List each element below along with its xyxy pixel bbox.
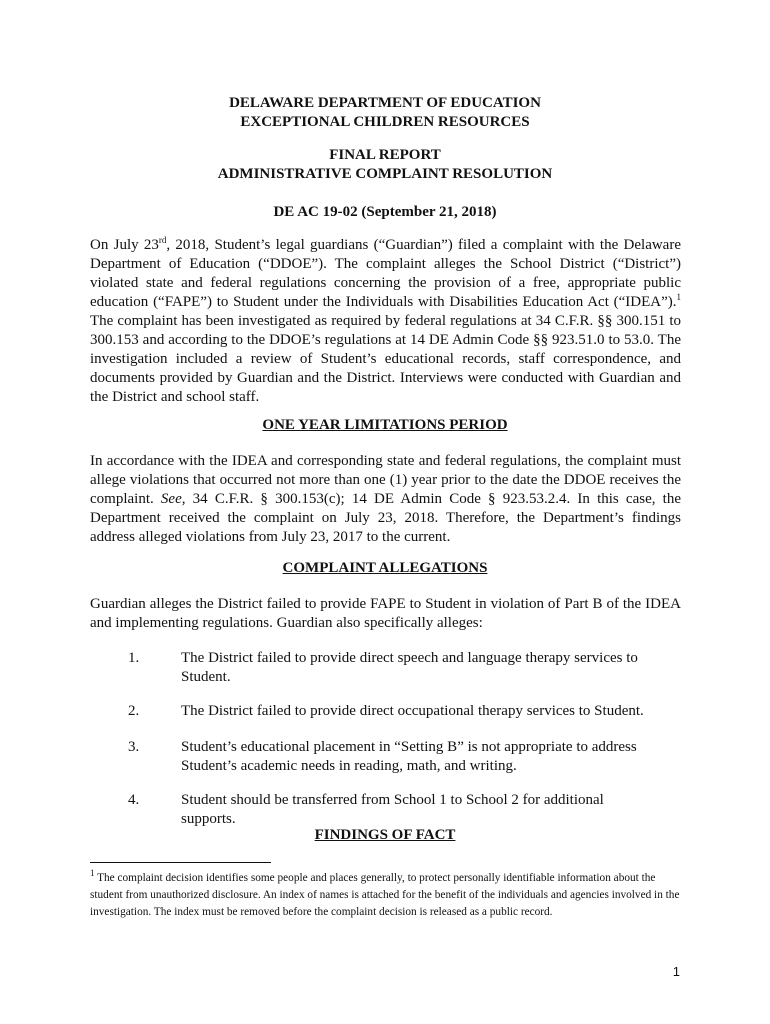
limitations-paragraph: In accordance with the IDEA and corresponding state and federal regulations, the complaint must allege violations that occurred not more than one (1) year prior to the date the DDOE receives the complaint. See, 34 C.F.R. § 300.153(c); 14 DE Admin Code § 923.53.2.4. In this case, the Department received the complaint on July 23, 2018. Therefore, the Department’s findings address alleged violations from July 23, 2017 to the current.: [90, 453, 681, 545]
allegation-number: 1.: [128, 650, 140, 666]
allegation-text: Student’s educational placement in “Setting B” is not appropriate to address Student’s academic needs in reading, math, and writing.: [181, 739, 637, 774]
allegation-number: 3.: [128, 739, 140, 755]
division-name: EXCEPTIONAL CHILDREN RESOURCES: [240, 114, 530, 130]
report-subtitle: ADMINISTRATIVE COMPLAINT RESOLUTION: [217, 166, 553, 182]
intro-paragraph: On July 23rd, 2018, Student’s legal guardians (“Guardian”) filed a complaint with the Delaware Department of Education (“DDOE”). The complaint alleges the School District (“District”) violated state and federal regulations concerning the provision of a free, appropriate public education (“FAPE”) to Student under the Individuals with Disabilities Education Act (“IDEA”).$^1$ The complaint has been investigated as required by federal regulations at 34 C.F.R. §§ 300.151 to 300.153 and according to the DDOE’s regulations at 14 DE Admin Code §§ 923.51.0 to 53.0. The investigation included a review of Student’s educational records, staff correspondence, and documents provided by Guardian and the District. Interviews were conducted with Guardian and the District and school staff.: [90, 235, 681, 405]
allegation-text: Student should be transferred from School 1 to School 2 for additional supports.: [181, 792, 604, 827]
report-title: [0, 146, 770, 184]
citation-signal: See,: [160, 491, 186, 507]
findings-heading: FINDINGS OF FACT: [314, 827, 456, 843]
ordinal-suffix: rd: [158, 235, 167, 245]
allegation-text: The District failed to provide direct occupational therapy services to Student.: [181, 703, 644, 719]
footnote-separator: [90, 862, 271, 863]
allegations-intro: Guardian alleges the District failed to provide FAPE to Student in violation of Part B of the IDEA and implementing regulations. Guardian also specifically alleges:: [90, 596, 681, 631]
agency-header: [0, 94, 770, 132]
allegation-number: 4.: [128, 792, 140, 808]
footnote-reference: 1: [676, 292, 681, 302]
allegation-text: The District failed to provide direct speech and language therapy services to Student.: [181, 650, 638, 685]
allegation-number: 2.: [128, 703, 140, 719]
page-number: 1: [672, 964, 680, 979]
department-name: DELAWARE DEPARTMENT OF EDUCATION: [229, 95, 541, 111]
footnote: $^1$ The complaint decision identifies some people and places generally, to protect personally identifiable information about the student from unauthorized disclosure. An index of names is attached for the benefit of the individuals and agencies involved in the investigation. The index must be removed before the complaint decision is released as a public record.: [90, 868, 680, 918]
allegations-heading: COMPLAINT ALLEGATIONS: [282, 560, 488, 576]
limitations-heading: ONE YEAR LIMITATIONS PERIOD: [262, 417, 508, 433]
report-type: FINAL REPORT: [329, 147, 441, 163]
case-number: DE AC 19-02 (September 21, 2018): [273, 204, 497, 220]
footnote-number: 1: [90, 868, 95, 879]
